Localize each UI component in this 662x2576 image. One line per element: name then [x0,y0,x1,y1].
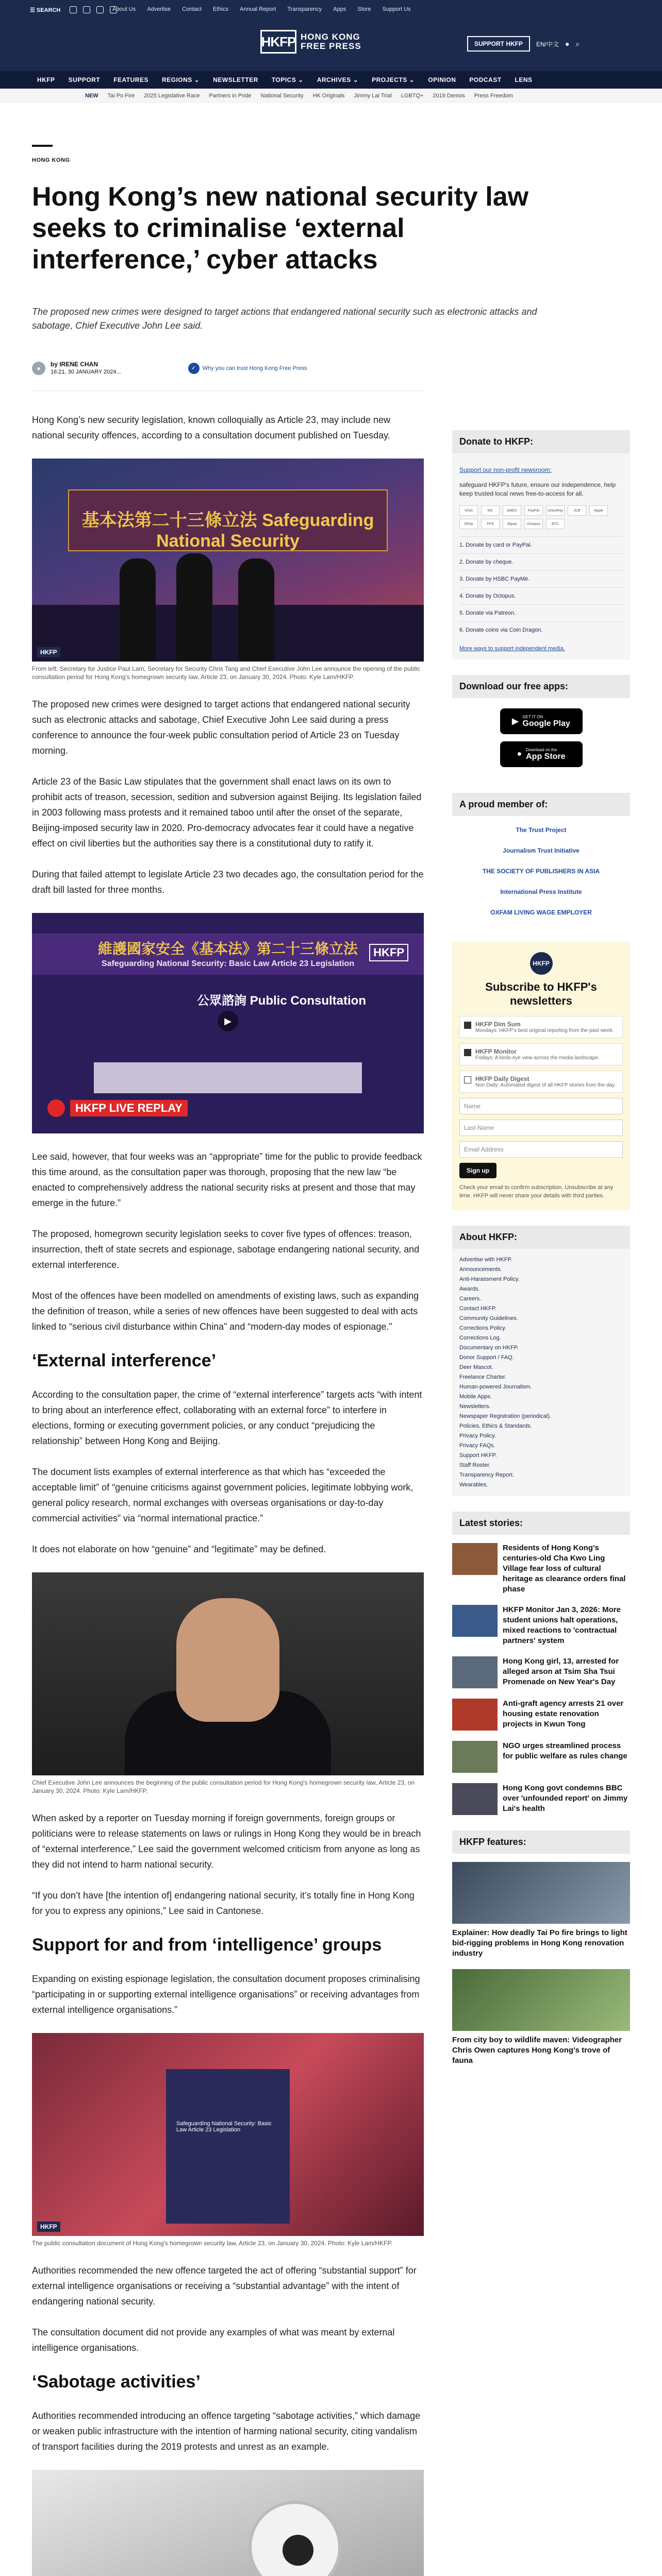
apple-icon: ● [517,750,522,758]
article-image[interactable] [32,2033,424,2236]
paragraph: The consultation document did not provide any examples of what was meant by external intelligence organisations. [32,2327,395,2353]
nav-item-support[interactable]: SUPPORT [68,76,101,83]
about-links [452,1249,630,1496]
nav-item-archives[interactable]: ARCHIVES ⌄ [317,76,359,83]
google-pay-icon: GPay [459,519,478,529]
paypal-icon: PayPal [524,505,543,516]
donate-box [452,430,630,659]
trending-link[interactable]: 2025 Legislative Race [144,93,200,99]
donate-option[interactable]: 6. Donate coins via Coin Dragon. [459,621,623,638]
paragraph: “If you don’t have [the intention of] endangering national security, it’s totally fine in Hong Kong for you to express any opinions,” Lee said in Cantonese. [32,1890,415,1916]
about-link[interactable]: Support HKFP. [459,1452,497,1459]
donate-intro-link[interactable]: Support our non-profit newsroom: [459,466,552,473]
header-link-about[interactable]: About Us [112,6,136,12]
newsletter-option[interactable]: HKFP Dim Sum Mondays: HKFP's best original reporting from the past week. [459,1016,623,1038]
about-link[interactable]: Documentary on HKFP. [459,1345,519,1351]
story-thumbnail[interactable] [452,1656,498,1688]
header-link-ethics[interactable]: Ethics [213,6,228,12]
cctv-camera-icon [249,2501,341,2576]
about-link[interactable]: Human-powered Journalism. [459,1384,532,1390]
image-person [238,558,274,662]
video-player[interactable] [32,913,424,1133]
trending-link[interactable]: Jimmy Lai Trial [354,93,392,99]
jcb-icon: JCB [568,505,586,516]
article-category[interactable]: HONG KONG [32,157,70,163]
live-replay-label: HKFP LIVE REPLAY [70,1100,188,1116]
search-icon[interactable]: ⌕ [575,39,580,48]
newsletter-title: Subscribe to HKFP's newsletters [485,980,597,1007]
about-link[interactable]: Mobile Apps. [459,1394,492,1400]
trust-icon: ✓ [188,363,200,374]
paragraph: The proposed, homegrown security legislation seeks to cover five types of offences: treason, insurrection, theft of state secrets and espionage, sabotage endangering national security, and external interference. [32,1229,420,1270]
header-link-advertise[interactable]: Advertise [147,6,171,12]
story-item[interactable] [452,1605,630,1646]
video-table [94,1062,362,1093]
trending-link[interactable]: LGBTQ+ [401,93,424,99]
trending-link[interactable]: Partners in Pride [209,93,252,99]
about-link[interactable]: Advertise with HKFP. [459,1257,512,1263]
about-link[interactable]: Freelance Charter. [459,1374,507,1380]
donate-options [459,536,623,638]
newsletter-note: Check your email to confirm subscription. Unsubscribe at any time. HKFP will never share your details with third parties. [459,1184,614,1199]
trending-link[interactable]: National Security [260,93,304,99]
octopus-icon: Octopus [524,519,543,529]
image-watermark: HKFP [37,647,60,657]
header-link-store[interactable]: Store [357,6,371,12]
image-person [176,553,212,662]
story-headline[interactable]: Hong Kong govt condemns BBC over 'unfounded report' on Jimmy Lai's health [503,1784,628,1813]
paragraph: Expanding on existing espionage legislation, the consultation document proposes criminalising “participating in or supporting external intelligence organisations” or receiving advantages from external intelligence organisations.” [32,1974,420,2015]
header-actions [467,36,580,52]
trust-link-label: Why you can trust Hong Kong Free Press [202,365,307,371]
story-headline[interactable]: Anti-graft agency arrests 21 over housing estate renovation projects in Kwun Tong [503,1699,624,1728]
nav-item-topics[interactable]: TOPICS ⌄ [271,76,304,83]
figure [32,1572,424,1795]
image-document-title: Safeguarding National Security: Basic Law Article 23 Legislation [176,2121,272,2133]
video-banner-en: Safeguarding National Security: Basic Law Article 23 Legislation [101,959,355,968]
image-face [176,1598,279,1722]
story-thumbnail[interactable] [452,1605,498,1637]
members-title: A proud member of: [452,793,630,816]
story-item[interactable] [452,1543,630,1595]
nav-item-hkfp[interactable]: HKFP [37,76,55,83]
facebook-icon[interactable] [83,6,90,13]
app-badges [452,698,630,777]
video-logo: HKFP [369,944,408,961]
header-link-apps[interactable]: Apps [333,6,346,12]
paragraph: When asked by a reporter on Tuesday morning if foreign governments, foreign groups or politicians were to release statements on laws or rulings in Hong Kong they would be in breach of “external interference,” Lee said the government welcomed criticism from anyone as long as they did not intend to harm national security. [32,1813,421,1870]
story-item[interactable] [452,1783,630,1815]
trending-link[interactable]: Press Freedom [474,93,513,99]
stories-title: Latest stories: [452,1512,630,1535]
category-rule [32,145,53,147]
donate-option[interactable]: 5. Donate via Patreon. [459,604,623,621]
trending-bar [0,89,662,103]
feature-item[interactable] [452,1969,630,2066]
header-links [112,6,411,12]
section-heading: ‘External interference’ [32,1351,217,1370]
byline [32,361,307,376]
article-standfirst: The proposed new crimes were designed to target actions that endangered national security such as electronic attacks and sabotage, Chief Executive John Lee said. [32,307,537,331]
video-banner-zh: 維護國家安全《基本法》第二十三條立法 [97,941,358,957]
nav-item-podcast[interactable]: PODCAST [469,76,502,83]
site-logo[interactable] [260,30,361,54]
search-button[interactable]: ☰ SEARCH [30,7,61,13]
donate-option[interactable]: 3. Donate by HSBC PayMe. [459,570,623,587]
image-caption: From left: Secretary for Justice Paul Lam, Secretary for Security Chris Tang and Chief Executive John Lee announce the opening of the public consultation period for Hong Kong's homegrown security law, Article 23, on January 30, 2024. Photo: Kyle Lam/HKFP. [32,665,420,681]
about-link[interactable]: Staff Roster. [459,1462,491,1468]
about-link[interactable]: Newspaper Registration (periodical). [459,1413,551,1419]
hkfp-features [452,1831,630,2066]
apps-title: Download our free apps: [452,675,630,698]
live-replay-badge [47,1099,188,1117]
story-item[interactable] [452,1656,630,1688]
features-title: HKFP features: [452,1831,630,1854]
story-headline[interactable]: HKFP Monitor Jan 3, 2026: More student unions halt operations, mixed reactions to 'contractual partners' system [503,1605,621,1645]
figure [32,2033,424,2247]
story-headline[interactable]: NGO urges streamlined process for public welfare as rules change [503,1741,627,1760]
author-name[interactable]: by IRENE CHAN [51,361,98,368]
paragraph: Article 23 of the Basic Law stipulates that the government shall enact laws on its own to prohibit acts of treason, secession, sedition and subversion against Beijing. Its legislation failed in 2003 following mass protests and it remained taboo until after the onset of the separate, Beijing-imposed security law in 2020. Pro-democracy advocates fear it could have a negative effect on civil liberties but the authorities say there is a constitutional duty to ratify it. [32,776,422,849]
amex-icon: AMEX [503,505,521,516]
paragraph: According to the consultation paper, the crime of “external interference” targets acts “with intent to bring about an interference effect, collaborating with an external force” to interfere in elections, forming or executing government policies, or any conduct “prejudicing the relationship” between Hong Kong and Beijing. [32,1389,422,1446]
publish-date: 16:21, 30 JANUARY 2024... [51,369,121,375]
live-dot-icon [47,1099,65,1117]
about-link[interactable]: Deer Mascot. [459,1364,493,1370]
apple-pay-icon: Apple [589,505,608,516]
header-link-transparency[interactable]: Transparency [287,6,322,12]
visa-icon: VISA [459,505,478,516]
nav-item-features[interactable]: FEATURES [113,76,148,83]
about-link[interactable]: Corrections Policy. [459,1325,506,1331]
about-link[interactable]: Donor Support / FAQ. [459,1354,514,1361]
donate-content [452,453,630,659]
paragraph: The document lists examples of external interference as that which has “exceeded the acceptable limit” of “genuine criticisms against government policies, legitimate lobbying work, general policy research, normal exchanges with overseas organisations or day-to-day commercial activities” via “normal international practice.” [32,1467,413,1523]
bitcoin-icon: BTC [546,519,565,529]
image-watermark: HKFP [37,2222,60,2232]
checkbox[interactable] [464,1076,471,1083]
about-link[interactable]: Careers. [459,1296,482,1302]
fps-icon: FPS [481,519,500,529]
image-banner-text: 基本法第二十三條立法 Safeguarding National Security [81,511,374,551]
video-public-text: 公眾諮詢 Public Consultation [197,994,366,1008]
nav-item-regions[interactable]: REGIONS ⌄ [161,76,200,83]
image-backdrop [68,489,388,551]
checkbox[interactable] [464,1022,471,1029]
language-switch[interactable]: EN/中文 [536,40,559,48]
nav-item-opinion[interactable]: OPINION [428,76,456,83]
hkfp-logo-mark: HKFP [260,30,296,54]
about-link[interactable]: Newsletters. [459,1403,491,1410]
about-link[interactable]: Corrections Log. [459,1335,501,1341]
signup-button[interactable]: Sign up [459,1163,496,1178]
last-name-field[interactable]: Last Name [459,1120,623,1136]
payment-methods [459,505,623,529]
instagram-icon[interactable] [96,6,104,13]
trending-new-label: NEW [85,93,98,99]
story-headline[interactable]: Residents of Hong Kong's centuries-old Cha Kwo Ling Village fear loss of cultural heritage as clearance orders final phase [503,1544,626,1594]
donate-option[interactable]: 2. Donate by cheque. [459,553,623,570]
about-box [452,1226,630,1496]
trending-link[interactable]: 2019 Demos [433,93,465,99]
about-link[interactable]: Transparency Report. [459,1472,514,1478]
byline-text [51,361,121,376]
app-store-badge[interactable]: ● Download on the App Store [500,741,583,767]
paragraph: During that failed attempt to legislate Article 23 two decades ago, the consultation period for the draft bill lasted for three months. [32,869,424,895]
donate-option[interactable]: 1. Donate by card or PayPal. [459,536,623,553]
donate-text: safeguard HKFP's future, ensure our independence, help keep trusted local news free-to-access for all. [459,481,616,497]
apps-box [452,675,630,777]
figure [32,459,424,681]
story-thumbnail[interactable] [452,1699,498,1731]
member-logos [452,816,630,926]
paragraph: Authorities recommended introducing an offence targeting “sabotage activities,” which damage or weaken public infrastructure with the intention of harming national security, citing vandalism of transport facilities during the 2019 protests and unrest as an example. [32,2411,421,2452]
about-link[interactable]: Community Guidelines. [459,1315,518,1321]
site-name: HONG KONG FREE PRESS [301,32,361,51]
about-link[interactable]: Awards. [459,1286,480,1292]
author-avatar[interactable]: ● [32,362,45,375]
story-headline[interactable]: Hong Kong girl, 13, arrested for alleged arson at Tsim Sha Tsui Promenade on New Year's Day [503,1657,619,1686]
about-title: About HKFP: [452,1226,630,1249]
members-box [452,793,630,926]
newsletter-option[interactable]: HKFP Monitor Fridays: A birds-eye view across the media landscape. [459,1043,623,1065]
paragraph: Lee said, however, that four weeks was an “appropriate” time for the public to provide feedback this time around, as the consultation paper was thorough, proposing that the new law “be enacted to comprehensively address the national security risks at present and those that may emerge in the future.” [32,1151,422,1208]
figure [32,2470,424,2576]
image-person [120,558,156,662]
newsletter-box [452,942,630,1210]
jti-logo[interactable]: Journalism Trust Initiative [503,847,580,854]
play-icon[interactable]: ▶ [218,1011,238,1031]
trending-link[interactable]: HK Originals [312,93,345,99]
image-stage [32,605,424,662]
section-heading: ‘Sabotage activities’ [32,2372,201,2392]
unionpay-icon: UnionPay [546,505,565,516]
nav-item-lens[interactable]: LENS [515,76,533,83]
nav-item-projects[interactable]: PROJECTS ⌄ [372,76,415,83]
about-link[interactable]: Privacy Policy. [459,1433,496,1439]
twitter-icon[interactable] [70,6,77,13]
feature-thumbnail[interactable] [452,1969,630,2031]
story-thumbnail[interactable] [452,1783,498,1815]
feature-headline[interactable]: Explainer: How deadly Tai Po fire brings to light bid-rigging problems in Hong Kong renovation industry [452,1928,627,1958]
story-thumbnail[interactable] [452,1543,498,1575]
about-link[interactable]: Policies, Ethics & Standards. [459,1423,532,1429]
support-hkfp-button[interactable]: SUPPORT HKFP [467,36,530,52]
story-item[interactable] [452,1741,630,1773]
newsletter-option[interactable]: HKFP Daily Digest Non Daily: Automated digest of all HKFP stories from the day. [459,1071,623,1093]
nav-item-newsletter[interactable]: NEWSLETTER [213,76,258,83]
story-item[interactable] [452,1699,630,1731]
latest-stories [452,1512,630,1815]
image-caption: Chief Executive John Lee announces the beginning of the public consultation period for Hong Kong's homegrown security law, Article 23, on January 30, 2024. Photo: Kyle Lam/HKFP. [32,1779,415,1794]
paragraph: Authorities recommended the new offence targeted the act of offering “substantial support” for external intelligence organisations or receiving a “substantial advantage” with the intent of endangering national security. [32,2265,417,2307]
image-caption: The public consultation document of Hong Kong's homegrown security law, Article 23, on January 30, 2024. Photo: Kyle Lam/HKFP. [32,2240,393,2247]
video-embed [32,913,424,1133]
main-nav [0,71,662,89]
about-link[interactable]: Anti-Harassment Policy. [459,1276,520,1282]
paragraph: It does not elaborate on how “genuine” and “legitimate” may be defined. [32,1544,326,1554]
oxfam-logo[interactable]: OXFAM LIVING WAGE EMPLOYER [490,909,592,916]
header-link-contact[interactable]: Contact [182,6,202,12]
story-thumbnail[interactable] [452,1741,498,1773]
site-header [0,0,662,71]
feature-thumbnail[interactable] [452,1862,630,1924]
about-link[interactable]: Wearables. [459,1482,488,1488]
donate-option[interactable]: 4. Donate by Octopus. [459,587,623,604]
article-body [32,412,424,2576]
user-icon[interactable]: ● [565,40,570,48]
section-heading: Support for and from ‘intelligence’ groups [32,1935,382,1955]
sopa-logo[interactable]: THE SOCIETY OF PUBLISHERS IN ASIA [482,868,600,875]
email-field[interactable]: Email Address [459,1141,623,1158]
donate-title: Donate to HKFP: [452,430,630,453]
feature-item[interactable] [452,1862,630,1959]
google-play-icon: ▶ [512,717,519,726]
trust-project-logo[interactable]: The Trust Project [516,826,567,834]
hkfp-logo-icon: HKFP [530,952,553,975]
article-image[interactable] [32,459,424,662]
article-image[interactable] [32,1572,424,1775]
image-document [166,2069,290,2224]
checkbox[interactable] [464,1049,471,1056]
paragraph: Most of the offences have been modelled on amendments of existing laws, such as expanding the definition of treason, while a series of new offences have been suggested to deal with acts linked to “serious civil disturbance within China” and “modern-day modes of espionage.” [32,1291,419,1332]
sidebar [452,430,630,2081]
paragraph: Hong Kong’s new security legislation, known colloquially as Article 23, may include new national security offences, according to a consultation document published on Tuesday. [32,415,391,440]
trending-link[interactable]: Tai Po Fire [107,93,135,99]
header-tools [30,6,117,13]
article-image[interactable] [32,2470,424,2576]
ipi-logo[interactable]: International Press Institute [500,888,582,895]
about-link[interactable]: Privacy FAQs. [459,1443,495,1449]
header-link-annual-report[interactable]: Annual Report [240,6,276,12]
trust-link[interactable] [188,363,307,374]
article-title: Hong Kong’s new national security law seeks to criminalise ‘external interference,’ cyber attacks [32,182,529,275]
donate-more-link[interactable]: More ways to support independent media. [459,646,565,652]
mastercard-icon: MC [481,505,500,516]
header-link-support[interactable]: Support Us [382,6,411,12]
about-link[interactable]: Contact HKFP. [459,1306,496,1312]
first-name-field[interactable]: Name [459,1098,623,1114]
alipay-icon: Alipay [503,519,521,529]
google-play-badge[interactable]: ▶ GET IT ON Google Play [500,708,583,734]
video-banner [32,934,424,975]
about-link[interactable]: Announcements. [459,1266,502,1273]
paragraph: The proposed new crimes were designed to target actions that endangered national security such as electronic attacks and sabotage, Chief Executive John Lee said during a press conference to announce the four-week public consultation period of Article 23 on Tuesday morning. [32,699,410,756]
feature-headline[interactable]: From city boy to wildlife maven: Videographer Chris Owen captures Hong Kong's trove of fauna [452,2036,622,2065]
search-label: SEARCH [36,7,61,13]
